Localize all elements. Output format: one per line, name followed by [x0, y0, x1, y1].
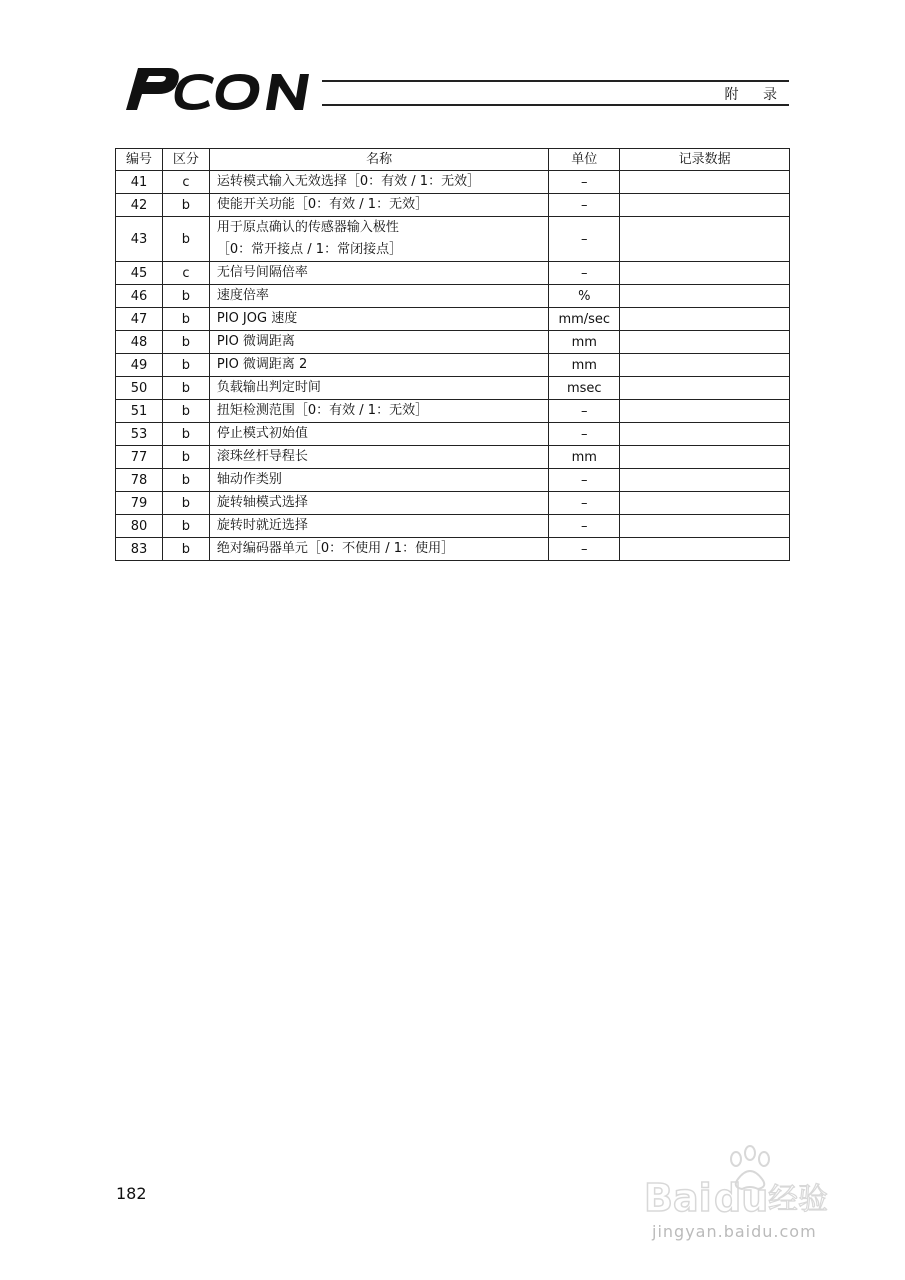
param-name-line: 绝对编码器单元［0：不使用 / 1：使用］: [216, 541, 455, 556]
param-record-cell: [620, 308, 790, 331]
param-number: 78: [116, 469, 163, 492]
column-header-number: 编号: [116, 149, 163, 171]
param-name: [209, 469, 548, 492]
param-name-line: 轴动作类别: [216, 472, 282, 487]
page-number: 182: [116, 1184, 147, 1203]
param-name-line: 滚珠丝杆导程长: [216, 449, 308, 464]
param-name: [209, 217, 548, 262]
param-unit: msec: [549, 377, 620, 400]
param-number: 51: [116, 400, 163, 423]
param-unit: %: [549, 285, 620, 308]
param-name-line: ［0：常开接点 / 1：常闭接点］: [216, 242, 403, 257]
table-row: [116, 423, 790, 446]
param-number: 43: [116, 217, 163, 262]
param-class: b: [162, 331, 209, 354]
param-unit: mm: [549, 354, 620, 377]
param-name: [209, 308, 548, 331]
column-header-record: 记录数据: [620, 149, 790, 171]
param-number: 50: [116, 377, 163, 400]
column-header-name: 名称: [209, 149, 548, 171]
header-rule-bottom: [322, 104, 789, 106]
param-record-cell: [620, 194, 790, 217]
param-name: [209, 285, 548, 308]
param-record-cell: [620, 262, 790, 285]
table-row: [116, 308, 790, 331]
param-class: b: [162, 446, 209, 469]
table-header-row: [116, 149, 790, 171]
param-name: [209, 194, 548, 217]
table-row: [116, 217, 790, 262]
param-unit: mm: [549, 446, 620, 469]
param-class: b: [162, 538, 209, 561]
table-row: [116, 538, 790, 561]
param-class: c: [162, 171, 209, 194]
param-record-cell: [620, 377, 790, 400]
param-name: [209, 446, 548, 469]
param-name-line: PIO JOG 速度: [216, 311, 298, 326]
param-number: 41: [116, 171, 163, 194]
param-record-cell: [620, 400, 790, 423]
parameter-table: [115, 148, 790, 561]
param-number: 79: [116, 492, 163, 515]
param-unit: –: [549, 400, 620, 423]
param-unit: –: [549, 492, 620, 515]
param-class: b: [162, 285, 209, 308]
param-number: 77: [116, 446, 163, 469]
param-record-cell: [620, 217, 790, 262]
param-name-line: 停止模式初始值: [216, 426, 308, 441]
column-header-class: 区分: [162, 149, 209, 171]
param-record-cell: [620, 331, 790, 354]
param-class: b: [162, 400, 209, 423]
watermark-url: jingyan.baidu.com: [652, 1222, 817, 1241]
pcon-logo: [116, 64, 322, 114]
table-row: [116, 285, 790, 308]
param-name: [209, 400, 548, 423]
param-name: [209, 354, 548, 377]
param-unit: –: [549, 423, 620, 446]
table-row: [116, 400, 790, 423]
param-record-cell: [620, 538, 790, 561]
param-name: [209, 377, 548, 400]
param-number: 80: [116, 515, 163, 538]
param-record-cell: [620, 446, 790, 469]
param-name: [209, 492, 548, 515]
param-class: b: [162, 354, 209, 377]
param-name: [209, 331, 548, 354]
param-class: b: [162, 217, 209, 262]
param-name-line: 旋转轴模式选择: [216, 495, 308, 510]
param-class: b: [162, 515, 209, 538]
table-row: [116, 492, 790, 515]
param-record-cell: [620, 354, 790, 377]
column-header-unit: 单位: [549, 149, 620, 171]
param-name: [209, 423, 548, 446]
param-number: 49: [116, 354, 163, 377]
param-unit: –: [549, 171, 620, 194]
param-unit: mm: [549, 331, 620, 354]
param-record-cell: [620, 285, 790, 308]
param-record-cell: [620, 469, 790, 492]
param-class: b: [162, 308, 209, 331]
param-name-line: 负载输出判定时间: [216, 380, 321, 395]
param-name: [209, 262, 548, 285]
param-unit: –: [549, 515, 620, 538]
param-class: b: [162, 377, 209, 400]
param-unit: –: [549, 538, 620, 561]
param-record-cell: [620, 492, 790, 515]
svg-text:经验: 经验: [768, 1182, 828, 1217]
param-name: [209, 171, 548, 194]
param-class: b: [162, 469, 209, 492]
svg-text:Bai: Bai: [644, 1176, 712, 1220]
param-number: 83: [116, 538, 163, 561]
param-class: b: [162, 194, 209, 217]
param-name: [209, 515, 548, 538]
header-rule-top: [322, 80, 789, 82]
param-record-cell: [620, 171, 790, 194]
table-row: [116, 194, 790, 217]
param-class: b: [162, 423, 209, 446]
table-row: [116, 377, 790, 400]
param-record-cell: [620, 423, 790, 446]
param-number: 53: [116, 423, 163, 446]
param-name-line: 使能开关功能［0：有效 / 1：无效］: [216, 197, 429, 212]
param-unit: –: [549, 469, 620, 492]
param-unit: –: [549, 194, 620, 217]
param-class: b: [162, 492, 209, 515]
table-row: [116, 469, 790, 492]
param-name-line: PIO 微调距离 2: [216, 357, 308, 372]
param-name-line: 速度倍率: [216, 288, 269, 303]
param-name-line: 扭矩检测范围［0：有效 / 1：无效］: [216, 403, 429, 418]
param-number: 47: [116, 308, 163, 331]
param-number: 46: [116, 285, 163, 308]
param-number: 48: [116, 331, 163, 354]
param-name-line: PIO 微调距离: [216, 334, 295, 349]
param-unit: mm/sec: [549, 308, 620, 331]
param-number: 45: [116, 262, 163, 285]
svg-text:du: du: [714, 1176, 769, 1220]
table-row: [116, 262, 790, 285]
param-unit: –: [549, 262, 620, 285]
param-name: [209, 538, 548, 561]
table-row: [116, 354, 790, 377]
table-row: [116, 331, 790, 354]
param-class: c: [162, 262, 209, 285]
param-name-line: 无信号间隔倍率: [216, 265, 308, 280]
param-unit: –: [549, 217, 620, 262]
param-name-line: 旋转时就近选择: [216, 518, 308, 533]
param-name-line: 运转模式输入无效选择［0：有效 / 1：无效］: [216, 174, 481, 189]
param-name-line: 用于原点确认的传感器输入极性: [216, 220, 399, 235]
table-row: [116, 446, 790, 469]
table-body: [116, 171, 790, 561]
param-record-cell: [620, 515, 790, 538]
table-row: [116, 515, 790, 538]
section-label: 附 录: [724, 87, 787, 103]
param-number: 42: [116, 194, 163, 217]
table-row: [116, 171, 790, 194]
